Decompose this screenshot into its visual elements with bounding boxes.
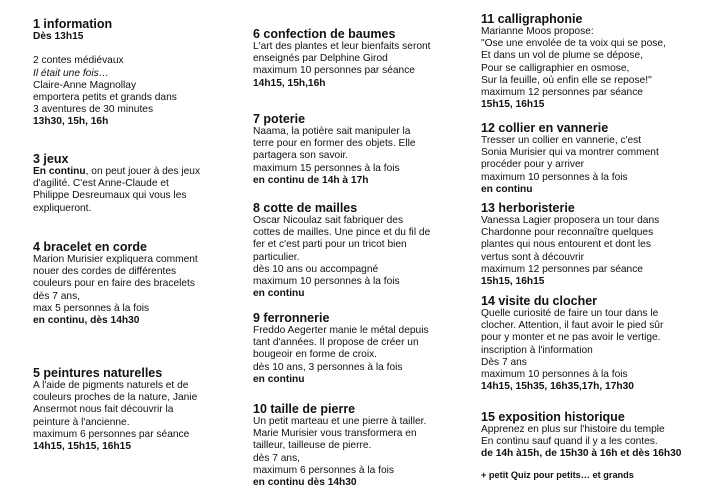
section-text: dès 7 ans, bbox=[33, 290, 81, 302]
section-text: 13h30, 15h, 16h bbox=[33, 116, 109, 128]
section-text: maximum 6 personnes à la fois bbox=[253, 464, 394, 476]
section-text: 3 aventures de 30 minutes bbox=[33, 104, 154, 116]
section-text: Naama, la potière sait manipuler la bbox=[253, 126, 411, 137]
section-text: Sur la feuille, où enfin elle se repose!" bbox=[481, 74, 652, 86]
section-title: 15 exposition historique bbox=[481, 410, 625, 424]
section-text: Chardonne pour reconnaître quelques bbox=[481, 227, 654, 239]
section-text: peinture à l'ancienne. bbox=[33, 416, 130, 428]
section-3-jeux bbox=[33, 152, 228, 215]
section-text: A l'aide de pigments naturels et de bbox=[33, 380, 189, 391]
section-text: vertus sont à découvrir bbox=[481, 251, 585, 263]
section-9-ferronnerie bbox=[253, 311, 468, 386]
section-text: Un petit marteau et une pierre à tailler. bbox=[253, 416, 427, 427]
section-text: Philippe Desreumaux qui vous les bbox=[33, 190, 187, 202]
section-10-taille-de-pierre bbox=[253, 402, 468, 489]
section-text: maximum 12 personnes par séance bbox=[481, 87, 643, 99]
section-text: Sonia Murisier qui va montrer comment bbox=[481, 147, 659, 159]
section-text: 14h15, 15h15, 16h15 bbox=[33, 441, 131, 453]
section-text: 14h15, 15h35, 16h35,17h, 17h30 bbox=[481, 381, 634, 393]
section-text: d'agilité. C'est Anne-Claude et bbox=[33, 178, 169, 190]
section-text: expliqueront. bbox=[33, 202, 92, 214]
section-text: couleurs pour en faire des bracelets bbox=[33, 278, 195, 290]
section-text: maximum 10 personnes à la fois bbox=[481, 171, 628, 183]
section-text: max 5 personnes à la fois bbox=[33, 302, 150, 314]
section-text: maximum 12 personnes par séance bbox=[481, 263, 643, 275]
section-text: couleurs proches de la nature, Janie bbox=[33, 392, 198, 404]
section-title: 13 herboristerie bbox=[481, 201, 575, 215]
section-text: nouer des cordes de différentes bbox=[33, 266, 177, 278]
section-text-rest: , on peut jouer à des jeux bbox=[85, 166, 201, 177]
section-title: 12 collier en vannerie bbox=[481, 121, 609, 135]
section-text: tailleur, tailleuse de pierre. bbox=[253, 440, 372, 452]
section-title: 8 cotte de mailles bbox=[253, 201, 358, 215]
section-text: maximum 10 personnes par séance bbox=[253, 65, 415, 77]
section-title: 9 ferronnerie bbox=[253, 311, 330, 325]
section-text: Marie Murisier vous transformera en bbox=[253, 428, 417, 440]
section-8-cotte-de-mailles bbox=[253, 201, 468, 300]
section-text: Freddo Aegerter manie le métal depuis bbox=[253, 325, 429, 336]
section-text: Dès 7 ans bbox=[481, 356, 527, 368]
section-title: 1 information bbox=[33, 17, 113, 31]
section-title: 6 confection de baumes bbox=[253, 27, 396, 41]
section-text: Pour se calligraphier en osmose, bbox=[481, 62, 630, 74]
section-text: 15h15, 16h15 bbox=[481, 276, 545, 288]
section-text: maximum 10 personnes à la fois bbox=[481, 369, 628, 381]
section-text: 15h15, 16h15 bbox=[481, 99, 545, 111]
bold-lead: En continu bbox=[33, 166, 86, 177]
section-text: procéder pour y arriver bbox=[481, 159, 585, 171]
section-title: 5 peintures naturelles bbox=[33, 366, 163, 380]
section-text: dès 7 ans, bbox=[253, 452, 301, 464]
section-text: partagera son savoir. bbox=[253, 150, 349, 162]
section-text: Dès 13h15 bbox=[33, 31, 84, 42]
section-6-baumes bbox=[253, 27, 468, 90]
section-11-calligraphonie bbox=[481, 12, 696, 111]
section-5-peintures bbox=[33, 366, 228, 453]
section-text: dès 10 ans, 3 personnes à la fois bbox=[253, 361, 403, 373]
section-title: 7 poterie bbox=[253, 112, 306, 126]
section-text: cottes de mailles. Une pince et du fil de bbox=[253, 227, 431, 239]
section-text: emportera petits et grands dans bbox=[33, 92, 177, 103]
section-text: Apprenez en plus sur l'histoire du temple bbox=[481, 424, 665, 435]
section-title: 4 bracelet en corde bbox=[33, 240, 147, 254]
section-text: Quelle curiosité de faire un tour dans le bbox=[481, 308, 659, 319]
section-text: 14h15, 15h,16h bbox=[253, 77, 326, 89]
section-text: enseignés par Delphine Girod bbox=[253, 53, 388, 65]
section-text: en continu bbox=[253, 288, 305, 300]
section-text: en continu bbox=[481, 183, 533, 195]
section-text: de 14h à15h, de 15h30 à 16h et dès 16h30 bbox=[481, 448, 682, 460]
section-text: maximum 6 personnes par séance bbox=[33, 428, 190, 440]
section-text: en continu dès 14h30 bbox=[253, 477, 357, 489]
section-text: L'art des plantes et leur bienfaits seront bbox=[253, 41, 431, 52]
section-text: tant d'années. Il propose de créer un bbox=[253, 337, 419, 349]
section-text: terre pour en former des objets. Elle bbox=[253, 138, 416, 150]
section-text: "Ose une envolée de ta voix qui se pose, bbox=[481, 38, 666, 50]
section-text: Marianne Moos propose: bbox=[481, 26, 594, 37]
quiz-note: + petit Quiz pour petits… et grands bbox=[481, 469, 634, 480]
section-4-bracelet bbox=[33, 240, 228, 327]
section-title: 3 jeux bbox=[33, 152, 69, 166]
section-text: en continu, dès 14h30 bbox=[33, 315, 140, 327]
section-text: particulier. bbox=[253, 251, 300, 263]
section-12-collier bbox=[481, 121, 696, 196]
section-1-information bbox=[33, 17, 228, 129]
section-text: Tresser un collier en vannerie, c'est bbox=[481, 135, 642, 146]
section-text: bougeoir en forme de croix. bbox=[253, 349, 378, 361]
section-text: Oscar Nicoulaz sait fabriquer des bbox=[253, 215, 404, 226]
section-text: Et dans un vol de plume se dépose, bbox=[481, 50, 643, 62]
section-text: plantes qui nous entourent et dont les bbox=[481, 239, 651, 251]
section-7-poterie bbox=[253, 112, 468, 187]
section-text: maximum 15 personnes à la fois bbox=[253, 162, 400, 174]
section-text: fer et c'est parti pour un tricot bien bbox=[253, 239, 407, 251]
section-text: En continu sauf quand il y a les contes. bbox=[481, 436, 658, 448]
section-text: inscription à l'information bbox=[481, 344, 593, 356]
section-text: dès 10 ans ou accompagné bbox=[253, 263, 379, 275]
section-title: 11 calligraphonie bbox=[481, 12, 583, 26]
section-text: en continu bbox=[253, 373, 305, 385]
section-text: Il était une fois… bbox=[33, 67, 109, 79]
section-14-clocher bbox=[481, 294, 696, 393]
section-text bbox=[481, 461, 706, 469]
section-text: Claire-Anne Magnollay bbox=[33, 79, 137, 91]
section-text: maximum 10 personnes à la fois bbox=[253, 276, 400, 288]
section-text: en continu de 14h à 17h bbox=[253, 174, 369, 186]
section-text bbox=[33, 43, 228, 55]
section-text bbox=[33, 166, 228, 178]
section-title: 10 taille de pierre bbox=[253, 402, 356, 416]
section-13-herboristerie bbox=[481, 201, 696, 288]
section-text: Ansermot nous fait découvrir la bbox=[33, 404, 174, 416]
section-15-exposition bbox=[481, 410, 706, 481]
section-title: 14 visite du clocher bbox=[481, 294, 598, 308]
section-text: pour y monter et ne pas avoir le vertige. bbox=[481, 332, 661, 344]
section-text: Marion Murisier expliquera comment bbox=[33, 254, 198, 265]
section-text: Vanessa Lagier proposera un tour dans bbox=[481, 215, 660, 226]
section-text: 2 contes médiévaux bbox=[33, 55, 124, 67]
section-text: clocher. Attention, il faut avoir le pied sûr bbox=[481, 320, 664, 332]
